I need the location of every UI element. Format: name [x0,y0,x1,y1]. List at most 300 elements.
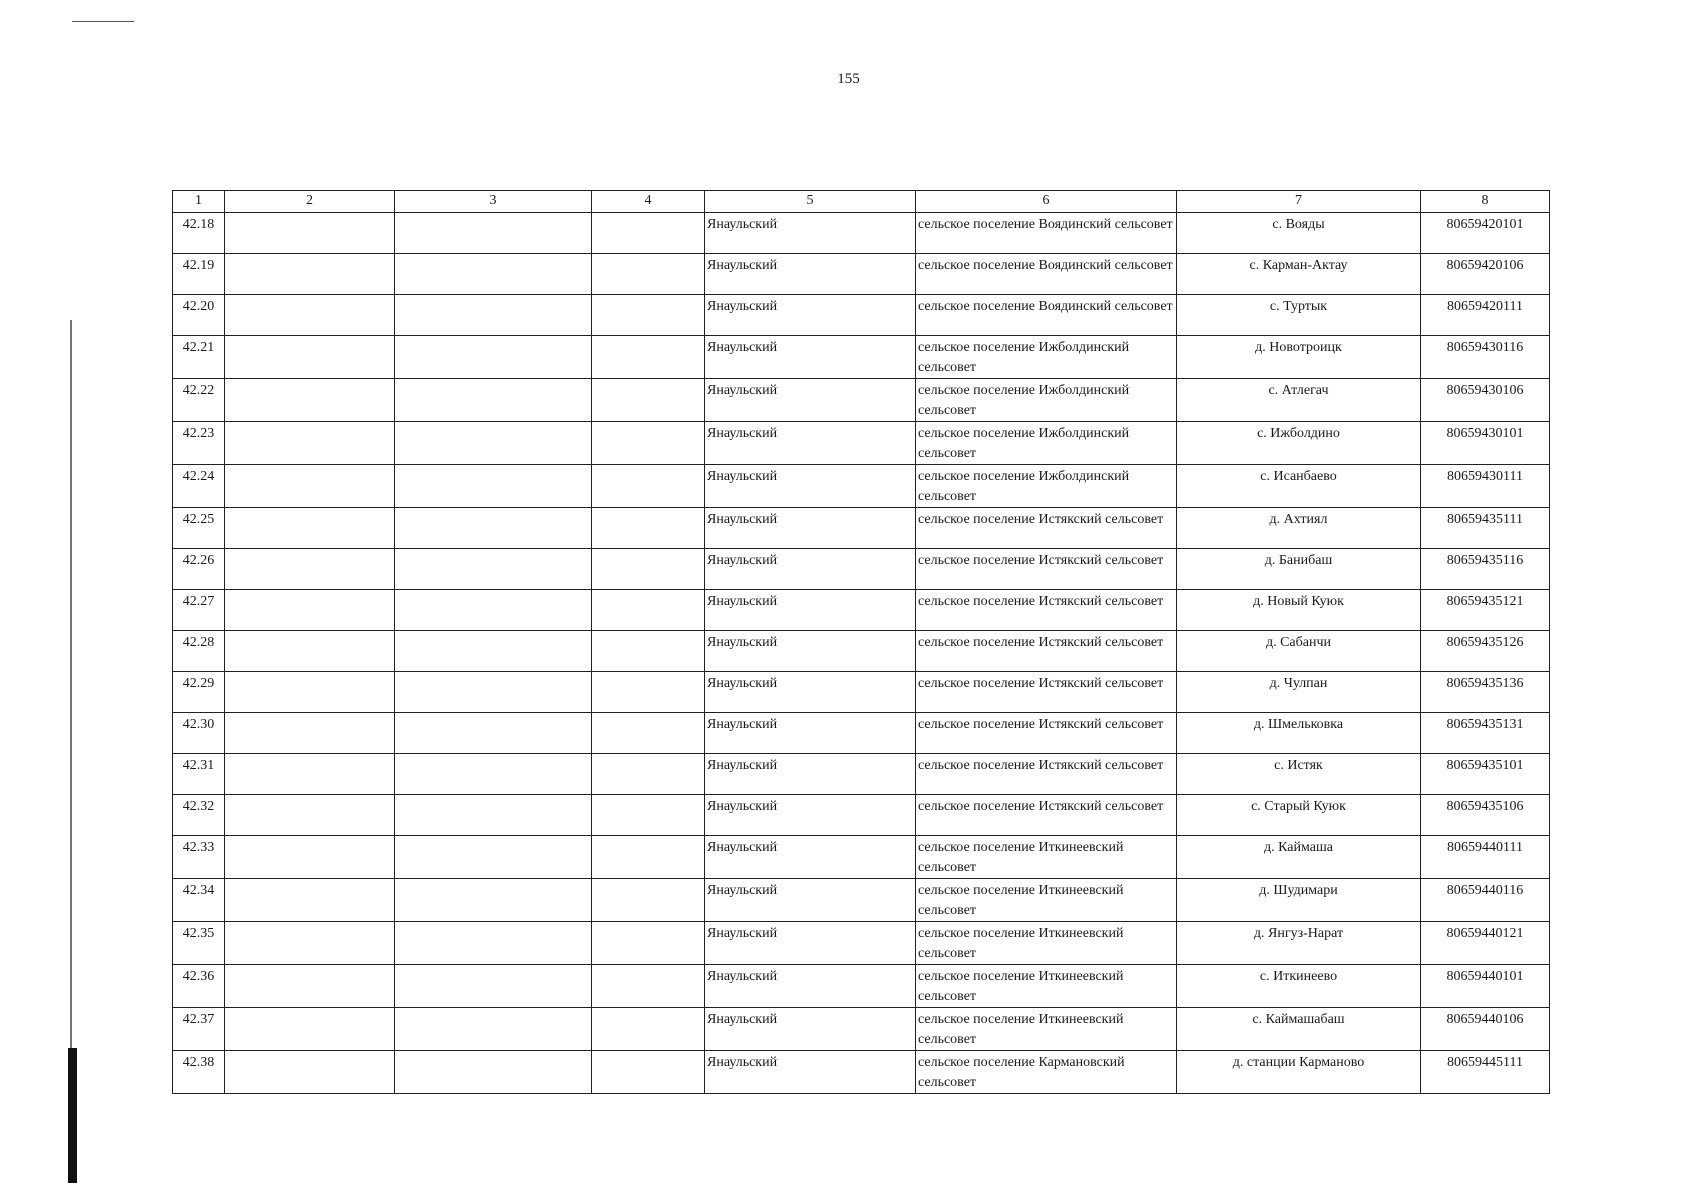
district-cell [705,254,916,295]
cell-col3-text [395,965,591,967]
locality-cell-text: с. Карман-Актау [1249,258,1348,273]
locality-cell-text: с. Ижболдино [1257,426,1340,441]
oktmo-code-cell [1421,336,1550,379]
locality-cell-text: д. Янгуз-Нарат [1253,926,1344,941]
table-row [173,836,1550,879]
locality-cell-text: с. Вояды [1272,217,1325,232]
district-cell [705,295,916,336]
district-cell-text: Янаульский [707,840,778,855]
cell-col3-text [395,672,591,674]
row-number [173,379,225,422]
cell-col4-text [592,549,704,551]
cell-col3-text [395,922,591,924]
table-row [173,295,1550,336]
cell-col4-text [592,713,704,715]
cell-col3-text [395,508,591,510]
settlement-cell-text: сельское поселение Истякский сельсовет [918,512,1164,527]
table-row [173,754,1550,795]
cell-col3 [395,213,592,254]
cell-col2 [225,754,395,795]
scan-artifact-margin-bar [68,1048,77,1183]
locality-cell-text: д. Каймаша [1264,840,1333,855]
row-number [173,508,225,549]
district-cell [705,672,916,713]
settlement-cell [916,465,1177,508]
district-cell-text: Янаульский [707,758,778,773]
row-number-text: 42.20 [182,299,215,314]
cell-col2 [225,713,395,754]
district-cell [705,465,916,508]
cell-col2-text [225,508,394,510]
locality-cell [1177,713,1421,754]
cell-col2 [225,295,395,336]
cell-col3 [395,336,592,379]
cell-col2-text [225,549,394,551]
row-number-text: 42.22 [182,383,215,398]
cell-col4-text [592,879,704,881]
row-number [173,795,225,836]
cell-col3-text [395,836,591,838]
locality-cell-text: с. Атлегач [1268,383,1329,398]
settlement-cell [916,1051,1177,1094]
cell-col2-text [225,965,394,967]
oktmo-code-cell-text: 80659435116 [1446,553,1524,568]
cell-col3-text [395,422,591,424]
cell-col3 [395,631,592,672]
table-row [173,213,1550,254]
settlement-cell [916,590,1177,631]
column-header: 8 [1421,191,1550,213]
locality-cell-text: д. Ахтиял [1269,512,1328,527]
oktmo-code-cell-text: 80659430106 [1446,383,1524,398]
locality-cell-text: д. Чулпан [1269,676,1328,691]
settlement-cell-text: сельское поселение Иткинеевский сельсовет [918,926,1124,961]
cell-col3 [395,549,592,590]
oktmo-code-cell [1421,549,1550,590]
row-number-text: 42.29 [182,676,215,691]
cell-col4 [592,922,705,965]
locality-cell-text: с. Истяк [1274,758,1323,773]
oktmo-code-cell-text: 80659440116 [1446,883,1524,898]
locality-cell [1177,631,1421,672]
row-number-text: 42.21 [182,340,215,355]
district-cell [705,836,916,879]
oktmo-code-cell [1421,922,1550,965]
cell-col2 [225,1008,395,1051]
cell-col3-text [395,1008,591,1010]
table-row [173,879,1550,922]
district-cell [705,508,916,549]
district-cell-text: Янаульский [707,717,778,732]
district-cell-text: Янаульский [707,340,778,355]
settlement-cell-text: сельское поселение Истякский сельсовет [918,758,1164,773]
settlement-cell-text: сельское поселение Истякский сельсовет [918,553,1164,568]
row-number-text: 42.37 [182,1012,215,1027]
cell-col4 [592,836,705,879]
cell-col2 [225,213,395,254]
row-number-text: 42.18 [182,217,215,232]
district-cell [705,965,916,1008]
cell-col3 [395,379,592,422]
cell-col3 [395,1008,592,1051]
cell-col3 [395,965,592,1008]
cell-col2 [225,465,395,508]
cell-col3-text [395,465,591,467]
locality-cell [1177,465,1421,508]
cell-col4 [592,422,705,465]
oktmo-code-cell [1421,1051,1550,1094]
cell-col4 [592,1008,705,1051]
oktmo-code-cell-text: 80659440111 [1447,840,1523,855]
cell-col3-text [395,295,591,297]
cell-col3 [395,879,592,922]
oktmo-code-cell-text: 80659435126 [1446,635,1524,650]
row-number-text: 42.32 [182,799,215,814]
row-number [173,336,225,379]
locality-cell [1177,965,1421,1008]
settlement-cell [916,631,1177,672]
cell-col4-text [592,631,704,633]
locality-cell-text: д. Новый Куюк [1253,594,1344,609]
table-row [173,672,1550,713]
locality-cell [1177,836,1421,879]
cell-col2 [225,549,395,590]
cell-col4-text [592,422,704,424]
cell-col3 [395,1051,592,1094]
settlement-cell-text: сельское поселение Иткинеевский сельсовет [918,883,1124,918]
oktmo-code-cell [1421,879,1550,922]
cell-col3 [395,254,592,295]
district-cell [705,422,916,465]
settlement-cell [916,879,1177,922]
district-cell-text: Янаульский [707,512,778,527]
locality-cell [1177,379,1421,422]
oktmo-code-cell-text: 80659435106 [1446,799,1524,814]
cell-col4 [592,1051,705,1094]
locality-cell-text: с. Иткинеево [1259,969,1338,984]
locality-cell [1177,336,1421,379]
district-cell [705,631,916,672]
cell-col2 [225,590,395,631]
oktmo-code-cell-text: 80659440106 [1446,1012,1524,1027]
row-number [173,836,225,879]
column-header: 7 [1177,191,1421,213]
cell-col4-text [592,1051,704,1053]
column-header: 6 [916,191,1177,213]
cell-col2-text [225,590,394,592]
cell-col4 [592,508,705,549]
row-number-text: 42.23 [182,426,215,441]
cell-col2-text [225,465,394,467]
cell-col4-text [592,379,704,381]
table-row [173,1051,1550,1094]
oktmo-code-cell [1421,590,1550,631]
cell-col2 [225,965,395,1008]
cell-col4 [592,672,705,713]
locality-cell [1177,549,1421,590]
cell-col3 [395,422,592,465]
cell-col4-text [592,213,704,215]
oktmo-code-cell [1421,754,1550,795]
settlement-cell-text: сельское поселение Воядинский сельсовет [918,217,1173,232]
district-cell [705,879,916,922]
oktmo-code-cell-text: 80659435136 [1446,676,1524,691]
cell-col2 [225,508,395,549]
locality-cell [1177,754,1421,795]
cell-col2 [225,379,395,422]
settlement-cell [916,922,1177,965]
settlement-cell [916,213,1177,254]
locality-cell [1177,672,1421,713]
district-cell-text: Янаульский [707,676,778,691]
table-row [173,965,1550,1008]
column-header: 5 [705,191,916,213]
oktmo-code-cell-text: 80659420101 [1446,217,1524,232]
settlement-cell [916,254,1177,295]
cell-col4 [592,965,705,1008]
cell-col4 [592,336,705,379]
oktmo-code-cell-text: 80659430101 [1446,426,1524,441]
row-number [173,1051,225,1094]
oktmo-code-cell [1421,422,1550,465]
cell-col4 [592,713,705,754]
district-cell-text: Янаульский [707,635,778,650]
cell-col2-text [225,713,394,715]
district-cell [705,213,916,254]
cell-col4-text [592,836,704,838]
row-number [173,672,225,713]
cell-col4-text [592,965,704,967]
cell-col3 [395,836,592,879]
district-cell-text: Янаульский [707,299,778,314]
row-number-text: 42.34 [182,883,215,898]
oktmo-code-cell-text: 80659440101 [1446,969,1524,984]
oktmo-code-cell [1421,631,1550,672]
scan-artifact-margin-line [70,320,72,1050]
settlement-cell [916,508,1177,549]
cell-col3-text [395,1051,591,1053]
district-cell-text: Янаульский [707,553,778,568]
cell-col2-text [225,1051,394,1053]
settlement-cell [916,549,1177,590]
locality-cell [1177,295,1421,336]
settlement-cell [916,713,1177,754]
oktmo-code-cell-text: 80659435111 [1447,512,1523,527]
locality-cell-text: с. Исанбаево [1260,469,1337,484]
cell-col3 [395,795,592,836]
district-cell-text: Янаульский [707,926,778,941]
settlement-cell-text: сельское поселение Истякский сельсовет [918,676,1164,691]
locality-cell [1177,590,1421,631]
cell-col4-text [592,795,704,797]
column-header: 2 [225,191,395,213]
row-number [173,254,225,295]
district-cell [705,1051,916,1094]
cell-col2 [225,1051,395,1094]
oktmo-code-cell-text: 80659420106 [1446,258,1524,273]
cell-col3 [395,590,592,631]
cell-col2 [225,836,395,879]
locality-cell-text: д. Новотроицк [1255,340,1342,355]
district-cell-text: Янаульский [707,883,778,898]
cell-col3-text [395,631,591,633]
cell-col3-text [395,754,591,756]
cell-col4-text [592,672,704,674]
settlement-cell [916,754,1177,795]
settlement-cell-text: сельское поселение Истякский сельсовет [918,799,1164,814]
locality-cell-text: д. Шудимари [1259,883,1338,898]
locality-cell-text: с. Туртык [1269,299,1328,314]
cell-col2-text [225,1008,394,1010]
cell-col4 [592,379,705,422]
settlement-cell-text: сельское поселение Ижболдинский сельсовет [918,469,1130,504]
table-row [173,508,1550,549]
settlement-cell-text: сельское поселение Истякский сельсовет [918,717,1164,732]
cell-col4-text [592,922,704,924]
locality-cell [1177,1008,1421,1051]
district-cell [705,1008,916,1051]
oktmo-code-cell-text: 80659435131 [1446,717,1524,732]
row-number [173,713,225,754]
cell-col3-text [395,590,591,592]
oktmo-code-cell-text: 80659435121 [1446,594,1524,609]
row-number [173,754,225,795]
locality-cell [1177,508,1421,549]
cell-col2-text [225,295,394,297]
row-number-text: 42.31 [182,758,215,773]
locality-cell [1177,795,1421,836]
table-row [173,922,1550,965]
row-number [173,922,225,965]
district-cell-text: Янаульский [707,1012,778,1027]
table-row [173,795,1550,836]
cell-col2-text [225,254,394,256]
settlement-cell-text: сельское поселение Истякский сельсовет [918,635,1164,650]
scan-artifact-line [72,21,134,22]
district-cell-text: Янаульский [707,258,778,273]
cell-col2-text [225,336,394,338]
cell-col3-text [395,879,591,881]
oktmo-code-cell [1421,465,1550,508]
settlement-cell [916,422,1177,465]
row-number [173,879,225,922]
settlement-cell [916,379,1177,422]
cell-col3 [395,508,592,549]
cell-col3-text [395,713,591,715]
oktmo-code-cell [1421,672,1550,713]
oktmo-code-cell [1421,1008,1550,1051]
oktmo-code-cell [1421,965,1550,1008]
oktmo-code-cell-text: 80659435101 [1446,758,1524,773]
cell-col4 [592,590,705,631]
row-number-text: 42.26 [182,553,215,568]
column-header: 3 [395,191,592,213]
district-cell-text: Янаульский [707,799,778,814]
oktmo-code-cell [1421,254,1550,295]
locality-cell-text: д. Сабанчи [1265,635,1332,650]
cell-col4-text [592,1008,704,1010]
cell-col2-text [225,754,394,756]
cell-col4 [592,631,705,672]
cell-col4 [592,465,705,508]
cell-col3-text [395,254,591,256]
district-cell [705,795,916,836]
table-row [173,465,1550,508]
row-number-text: 42.28 [182,635,215,650]
cell-col4 [592,254,705,295]
settlement-cell [916,965,1177,1008]
locality-cell-text: д. станции Карманово [1232,1055,1365,1070]
locality-cell [1177,422,1421,465]
cell-col4-text [592,590,704,592]
locality-cell [1177,254,1421,295]
row-number [173,422,225,465]
locality-cell [1177,922,1421,965]
cell-col3 [395,465,592,508]
district-cell-text: Янаульский [707,383,778,398]
cell-col2-text [225,213,394,215]
table-row [173,590,1550,631]
cell-col2 [225,336,395,379]
row-number [173,631,225,672]
cell-col2 [225,631,395,672]
cell-col4 [592,213,705,254]
settlement-cell-text: сельское поселение Иткинеевский сельсовет [918,840,1124,875]
table-row [173,1008,1550,1051]
locality-cell-text: с. Каймашабаш [1252,1012,1345,1027]
row-number-text: 42.19 [182,258,215,273]
table-row [173,549,1550,590]
row-number [173,549,225,590]
cell-col3 [395,922,592,965]
settlement-cell-text: сельское поселение Воядинский сельсовет [918,299,1173,314]
cell-col4-text [592,754,704,756]
district-cell-text: Янаульский [707,217,778,232]
oktmo-code-cell-text: 80659420111 [1447,299,1523,314]
cell-col4-text [592,254,704,256]
table-row [173,713,1550,754]
oktmo-code-cell [1421,836,1550,879]
row-number [173,965,225,1008]
page-number: 155 [837,71,860,87]
column-header: 4 [592,191,705,213]
row-number-text: 42.33 [182,840,215,855]
oktmo-code-cell-text: 80659430111 [1447,469,1523,484]
cell-col3 [395,295,592,336]
cell-col4-text [592,508,704,510]
cell-col3-text [395,213,591,215]
cell-col4-text [592,336,704,338]
settlement-cell [916,295,1177,336]
oktmo-code-cell-text: 80659430116 [1446,340,1524,355]
settlement-cell [916,672,1177,713]
cell-col3-text [395,795,591,797]
cell-col4-text [592,465,704,467]
settlement-cell-text: сельское поселение Истякский сельсовет [918,594,1164,609]
district-cell-text: Янаульский [707,969,778,984]
cell-col4 [592,549,705,590]
settlements-table-container [172,190,1549,1094]
table-row [173,379,1550,422]
row-number [173,213,225,254]
cell-col2 [225,422,395,465]
cell-col2 [225,672,395,713]
row-number [173,590,225,631]
locality-cell-text: с. Старый Куюк [1251,799,1346,814]
settlement-cell [916,1008,1177,1051]
settlement-cell [916,795,1177,836]
cell-col2 [225,795,395,836]
